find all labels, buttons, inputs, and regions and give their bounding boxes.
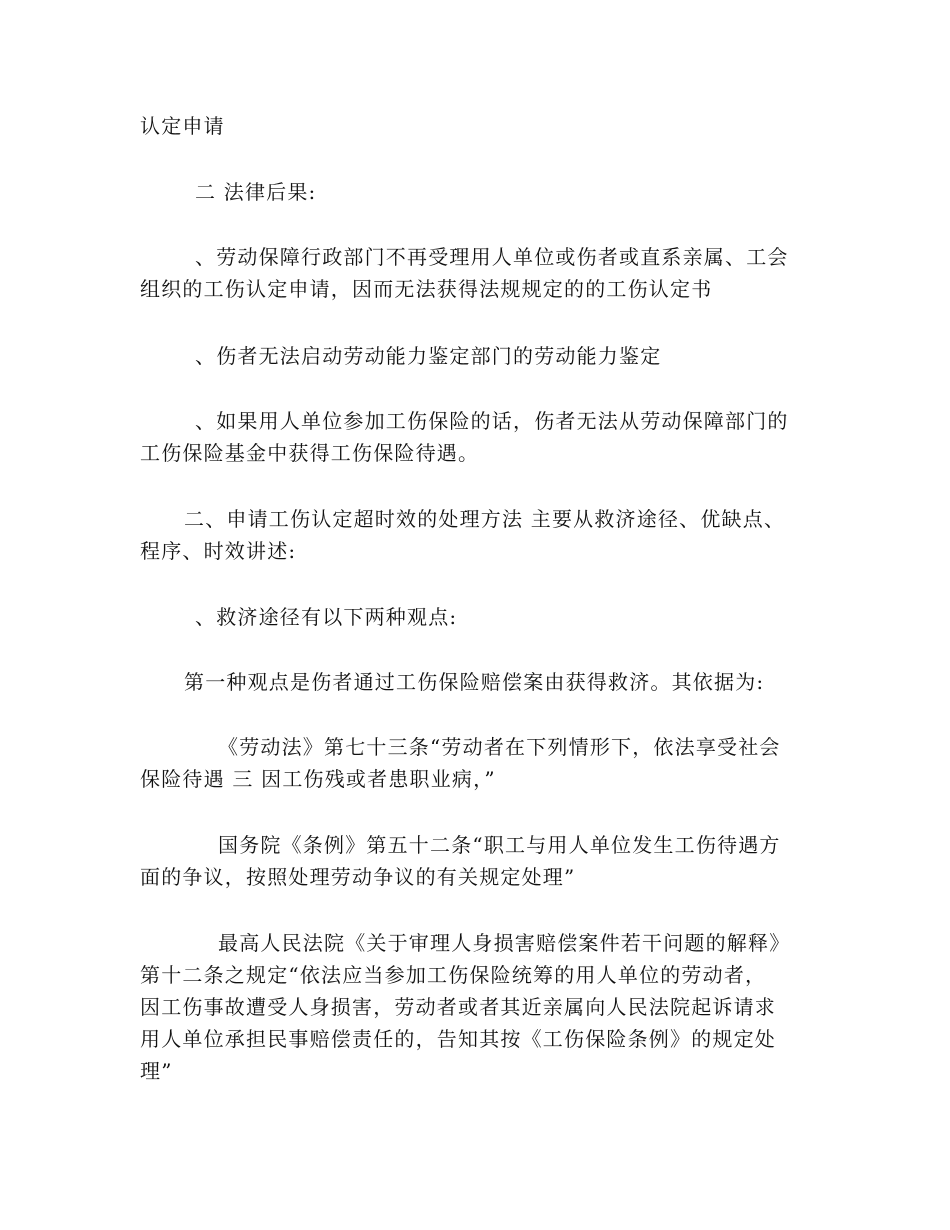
text-line: 二、申请工伤认定超时效的处理方法 主要从救济途径、优缺点、 <box>184 507 786 531</box>
text-line: 《劳动法》第七十三条“劳动者在下列情形下，依法享受社会 <box>218 735 781 759</box>
text-line: 保险待遇 三 因工伤残或者患职业病，” <box>140 767 496 791</box>
section-heading-handling-method <box>140 503 805 567</box>
paragraph-3 <box>140 241 805 305</box>
text-line: 、劳动保障行政部门不再受理用人单位或伤者或直系亲属、工会 <box>195 245 789 269</box>
paragraph-7 <box>140 601 805 633</box>
text-line: 因工伤事故遭受人身损害，劳动者或者其近亲属向人民法院起诉请求 <box>140 995 776 1019</box>
paragraph-11 <box>140 927 805 1087</box>
text-line: 、如果用人单位参加工伤保险的话，伤者无法从劳动保障部门的 <box>195 409 789 433</box>
text-line: 理” <box>140 1059 173 1083</box>
text-line: 用人单位承担民事赔偿责任的，告知其按《工伤保险条例》的规定处 <box>140 1027 776 1051</box>
text-line: 二 法律后果: <box>195 180 317 204</box>
text-line: 工伤保险基金中获得工伤保险待遇。 <box>140 441 480 465</box>
text-line: 程序、时效讲述: <box>140 539 297 563</box>
text-line: 认定申请 <box>140 114 225 138</box>
paragraph-4 <box>140 340 805 372</box>
text-line: 、救济途径有以下两种观点: <box>195 605 458 629</box>
paragraph-8 <box>140 666 805 698</box>
text-line: 组织的工伤认定申请，因而无法获得法规规定的的工伤认定书 <box>140 277 713 301</box>
text-line: 面的争议，按照处理劳动争议的有关规定处理” <box>140 865 576 889</box>
text-line: 最高人民法院《关于审理人身损害赔偿案件若干问题的解释》 <box>218 931 791 955</box>
section-heading-legal-consequences <box>140 176 860 208</box>
text-line: 第一种观点是伤者通过工伤保险赔偿案由获得救济。其依据为: <box>184 670 765 694</box>
paragraph-9 <box>140 731 805 795</box>
paragraph-5 <box>140 405 805 469</box>
text-line: 国务院《条例》第五十二条“职工与用人单位发生工伤待遇方 <box>218 833 781 857</box>
paragraph-1 <box>140 110 805 142</box>
text-line: 第十二条之规定“依法应当参加工伤保险统筹的用人单位的劳动者， <box>140 963 767 987</box>
text-line: 、伤者无法启动劳动能力鉴定部门的劳动能力鉴定 <box>195 344 662 368</box>
paragraph-10 <box>140 829 805 893</box>
